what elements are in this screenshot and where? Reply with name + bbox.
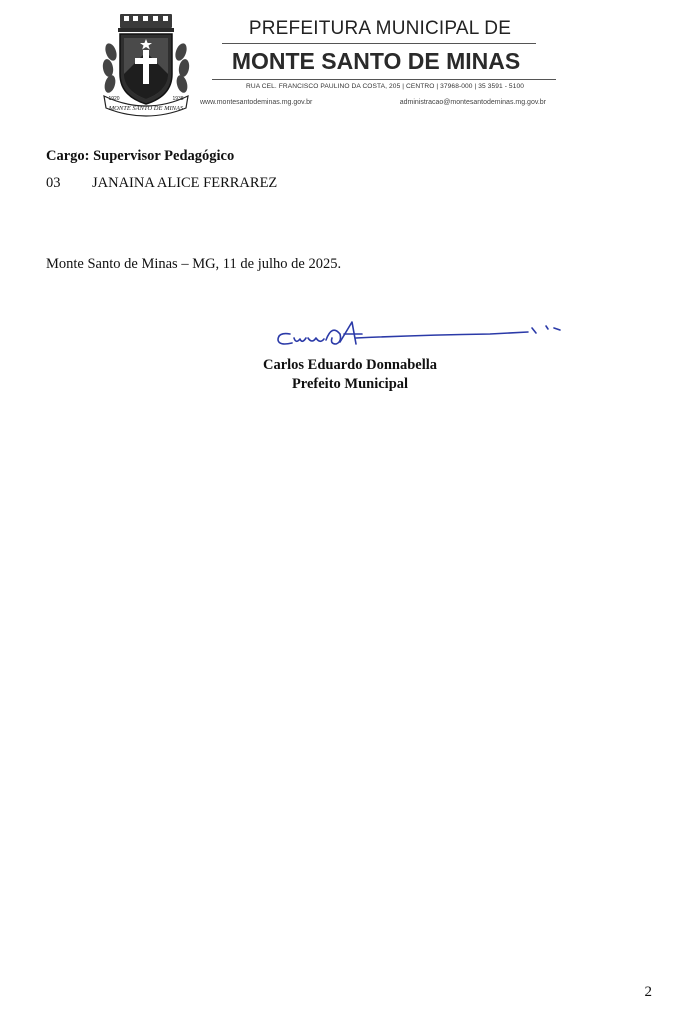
signer-name: Carlos Eduardo Donnabella: [262, 357, 438, 373]
date-location: Monte Santo de Minas – MG, 11 de julho de 2025.: [46, 256, 342, 272]
entry-number: 03: [46, 175, 61, 191]
letterhead-text-block: [200, 12, 560, 118]
signer-role: Prefeito Municipal: [291, 376, 409, 392]
letterhead-email: administracao@montesantodeminas.mg.gov.br: [399, 99, 546, 106]
letterhead-prefeitura: PREFEITURA MUNICIPAL DE: [248, 18, 512, 39]
coat-of-arms-icon: [100, 12, 192, 118]
letterhead-address: RUA CEL. FRANCISCO PAULINO DA COSTA, 205 | CENTRO | 37968-000 | 35 3591 - 5100: [245, 83, 525, 90]
cargo-heading: Cargo: Supervisor Pedagógico: [46, 148, 235, 164]
seal-year-right: 1938: [172, 96, 184, 102]
entry-name: JANAINA ALICE FERRAREZ: [92, 175, 278, 191]
letterhead-rule-bottom: [212, 79, 556, 80]
list-item: [46, 175, 277, 192]
letterhead: [100, 12, 560, 120]
seal-banner-text: MONTE SANTO DE MINAS: [108, 105, 184, 112]
letterhead-city-name: MONTE SANTO DE MINAS: [231, 48, 521, 74]
seal-year-left: 1920: [108, 96, 120, 102]
handwritten-signature: [270, 318, 570, 356]
letterhead-website: www.montesantodeminas.mg.gov.br: [200, 99, 313, 106]
letterhead-rule-top: [222, 43, 536, 44]
page-number: 2: [644, 984, 652, 1000]
